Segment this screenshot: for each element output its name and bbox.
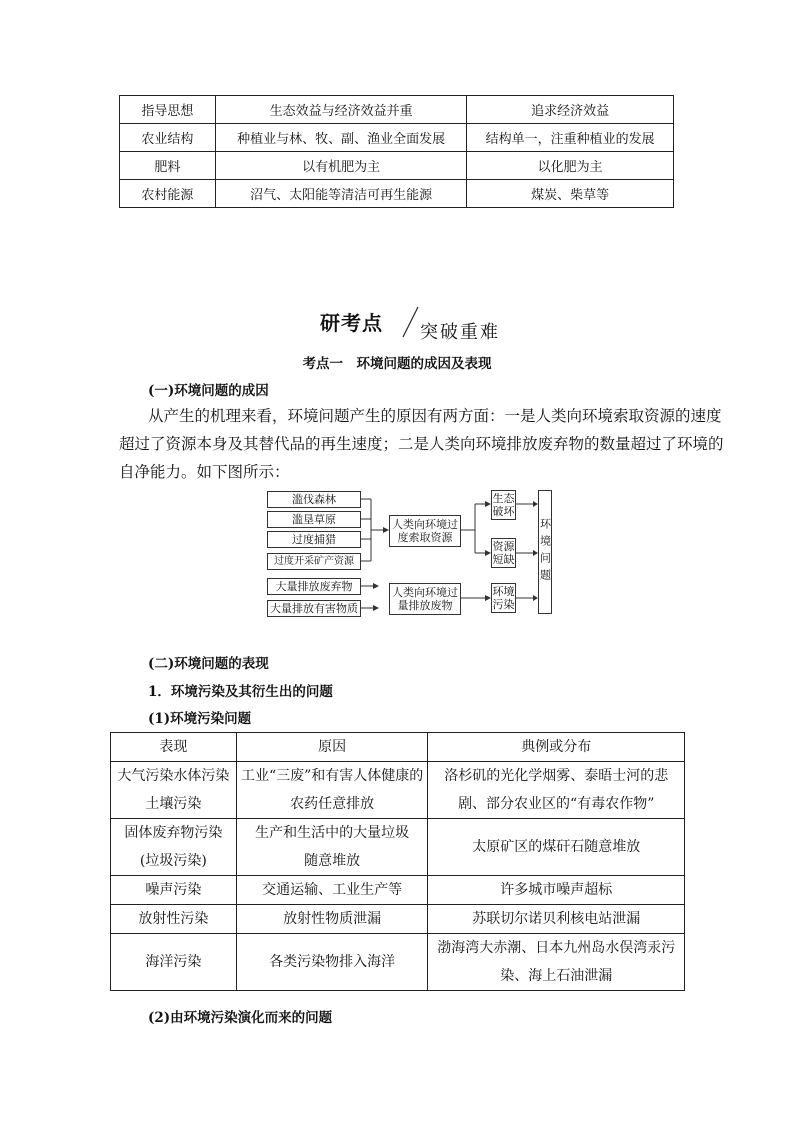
paragraph-line: 自净能力。如下图所示： bbox=[119, 463, 290, 481]
table-cell: 许多城市噪声超标 bbox=[428, 876, 685, 905]
part2-sub1b: (2)由环境污染演化而来的问题 bbox=[148, 1010, 333, 1026]
diagram-box-env-problem: 环境问题 bbox=[538, 490, 552, 614]
table-cell: 农村能源 bbox=[120, 180, 216, 208]
table-cell: 结构单一，注重种植业的发展 bbox=[467, 124, 674, 152]
section-heading bbox=[320, 305, 520, 345]
part1-heading: (一)环境问题的成因 bbox=[148, 383, 269, 399]
paragraph-line: 从产生的机理来看，环境问题产生的原因有两方面：一是人类向环境索取资源的速度 bbox=[148, 407, 722, 425]
table-cell: 太原矿区的煤矸石随意堆放 bbox=[428, 819, 685, 876]
diagram-box-pollution: 环境污染 bbox=[492, 585, 515, 611]
part2-heading: (二)环境问题的表现 bbox=[148, 656, 269, 672]
table-cell: 煤炭、柴草等 bbox=[467, 180, 674, 208]
table-cell: 渤海湾大赤潮、日本九州岛水俣湾汞污染、海上石油泄漏 bbox=[428, 934, 685, 991]
table-cell: 噪声污染 bbox=[111, 876, 237, 905]
agriculture-comparison-table bbox=[119, 95, 674, 208]
diagram-box-overdischarge: 人类向环境过量排放废物 bbox=[389, 583, 461, 615]
section-heading-light: 突破重难 bbox=[420, 322, 500, 343]
diagram-box-waste: 大量排放废弃物 bbox=[267, 578, 361, 595]
table-cell: 洛杉矶的光化学烟雾、泰晤士河的悲剧、部分农业区的“有毒农作物” bbox=[428, 762, 685, 819]
diagram-box-deforestation: 滥伐森林 bbox=[267, 491, 361, 508]
table-header: 表现 bbox=[111, 733, 237, 762]
diagram-box-grassland: 滥垦草原 bbox=[267, 511, 361, 528]
slash-divider bbox=[400, 305, 420, 339]
diagram-box-mining: 过度开采矿产资源 bbox=[267, 553, 361, 570]
table-cell: 农业结构 bbox=[120, 124, 216, 152]
table-row bbox=[111, 905, 685, 934]
table-cell: 追求经济效益 bbox=[467, 96, 674, 124]
table-row bbox=[120, 152, 674, 180]
table-cell: 工业“三废”和有害人体健康的农药任意排放 bbox=[236, 762, 428, 819]
table-row bbox=[111, 876, 685, 905]
table-header: 原因 bbox=[236, 733, 428, 762]
table-cell: 各类污染物排入海洋 bbox=[236, 934, 428, 991]
part2-sub1: 1．环境污染及其衍生出的问题 bbox=[148, 684, 333, 700]
table-row bbox=[120, 180, 674, 208]
table-row bbox=[111, 819, 685, 876]
table-row bbox=[111, 762, 685, 819]
table-cell: 生态效益与经济效益并重 bbox=[215, 96, 467, 124]
diagram-box-resource-shortage: 资源短缺 bbox=[492, 540, 515, 566]
diagram-box-eco-damage: 生态破坏 bbox=[492, 492, 515, 518]
table-header: 典例或分布 bbox=[428, 733, 685, 762]
table-cell: 大气污染水体污染土壤污染 bbox=[111, 762, 237, 819]
kaodian-title: 考点一 环境问题的成因及表现 bbox=[302, 356, 492, 372]
table-cell: 固体废弃物污染(垃圾污染) bbox=[111, 819, 237, 876]
cause-diagram bbox=[263, 488, 563, 620]
table-cell: 以化肥为主 bbox=[467, 152, 674, 180]
section-heading-bold: 研考点 bbox=[320, 311, 383, 335]
table-cell: 种植业与林、牧、副、渔业全面发展 bbox=[215, 124, 467, 152]
table-cell: 放射性污染 bbox=[111, 905, 237, 934]
table-cell: 放射性物质泄漏 bbox=[236, 905, 428, 934]
diagram-box-overexploit: 人类向环境过度索取资源 bbox=[389, 515, 461, 547]
diagram-box-harmful: 大量排放有害物质 bbox=[267, 600, 361, 617]
table-cell: 以有机肥为主 bbox=[215, 152, 467, 180]
table-header-row bbox=[111, 733, 685, 762]
table-cell: 海洋污染 bbox=[111, 934, 237, 991]
table-cell: 沼气、太阳能等清洁可再生能源 bbox=[215, 180, 467, 208]
table-row bbox=[120, 124, 674, 152]
table-cell: 指导思想 bbox=[120, 96, 216, 124]
pollution-table bbox=[110, 732, 685, 991]
table-cell: 肥料 bbox=[120, 152, 216, 180]
table-cell: 生产和生活中的大量垃圾随意堆放 bbox=[236, 819, 428, 876]
diagram-box-overhunting: 过度捕猎 bbox=[267, 531, 361, 548]
table-row bbox=[111, 934, 685, 991]
table-row bbox=[120, 96, 674, 124]
part2-sub1a: (1)环境污染问题 bbox=[148, 711, 252, 727]
table-cell: 苏联切尔诺贝利核电站泄漏 bbox=[428, 905, 685, 934]
table-cell: 交通运输、工业生产等 bbox=[236, 876, 428, 905]
paragraph-line: 超过了资源本身及其替代品的再生速度；二是人类向环境排放废弃物的数量超过了环境的 bbox=[119, 435, 724, 453]
